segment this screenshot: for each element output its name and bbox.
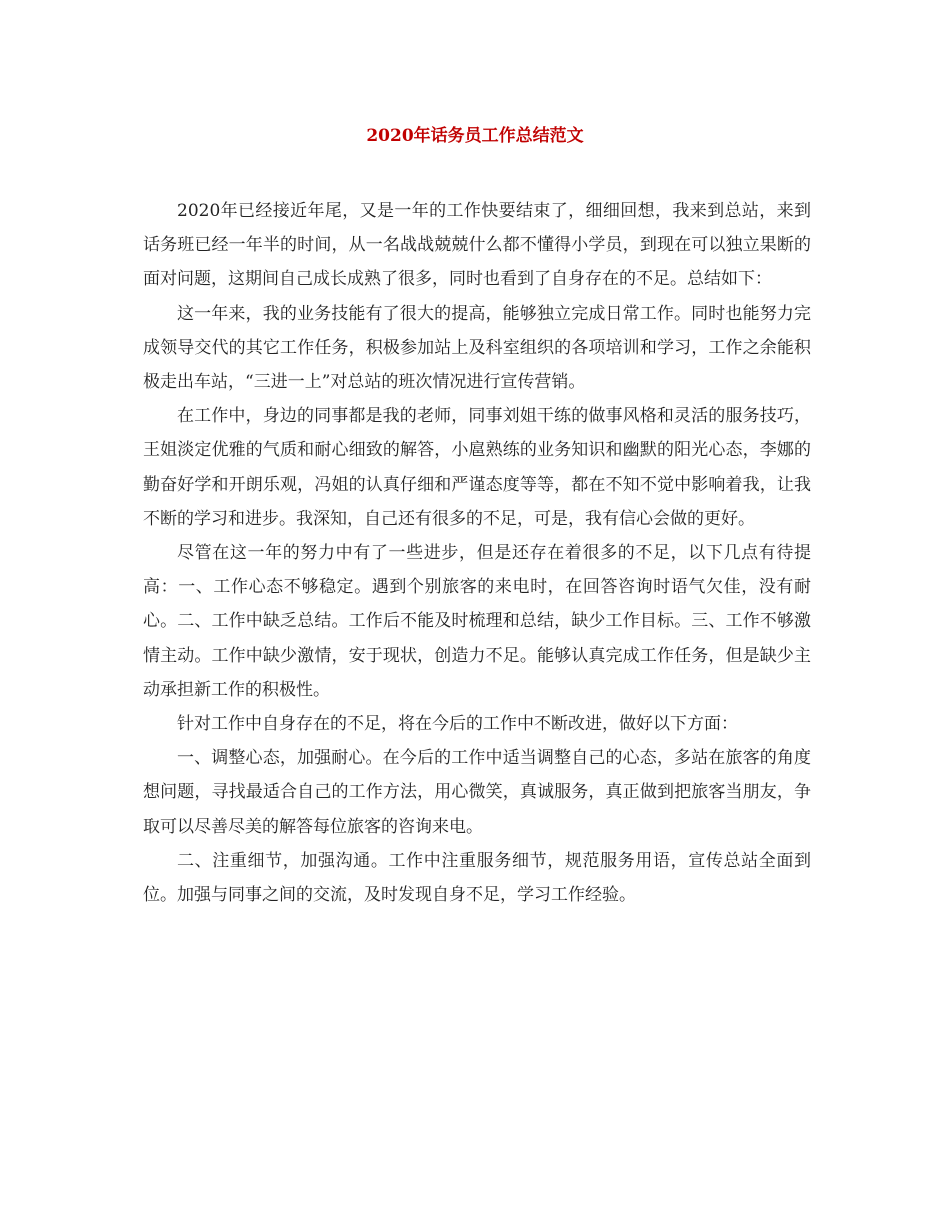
paragraph: 针对工作中自身存在的不足，将在今后的工作中不断改进，做好以下方面： (177, 714, 738, 735)
paragraph: 2020年已经接近年尾，又是一年的工作快要结束了，细细回想，我来到总站，来到话务班已经一年半的时间，从一名战战兢兢什么都不懂得小学员，到现在可以独立果断的面对问题，这期间自己成长成熟了很多，同时也看到了自身存在的不足。总结如下： (143, 201, 811, 290)
document-body (143, 194, 811, 912)
paragraph: 一、调整心态，加强耐心。在今后的工作中适当调整自己的心态，多站在旅客的角度想问题，寻找最适合自己的工作方法，用心微笑，真诚服务，真正做到把旅客当朋友，争取可以尽善尽美的解答每位旅客的咨询来电。 (143, 748, 811, 837)
paragraph: 二、注重细节，加强沟通。工作中注重服务细节，规范服务用语，宣传总站全面到位。加强与同事之间的交流，及时发现自身不足，学习工作经验。 (143, 850, 811, 906)
paragraph: 在工作中，身边的同事都是我的老师，同事刘姐干练的做事风格和灵活的服务技巧，王姐淡定优雅的气质和耐心细致的解答，小扈熟练的业务知识和幽默的阳光心态，李娜的勤奋好学和开朗乐观，冯姐的认真仔细和严谨态度等等，都在不知不觉中影响着我，让我不断的学习和进步。我深知，自己还有很多的不足，可是，我有信心会做的更好。 (143, 406, 811, 529)
paragraph: 这一年来，我的业务技能有了很大的提高，能够独立完成日常工作。同时也能努力完成领导交代的其它工作任务，积极参加站上及科室组织的各项培训和学习，工作之余能积极走出车站，“三进一上”对总站的班次情况进行宣传营销。 (143, 303, 811, 393)
paragraph: 尽管在这一年的努力中有了一些进步，但是还存在着很多的不足，以下几点有待提高：一、工作心态不够稳定。遇到个别旅客的来电时，在回答咨询时语气欠佳，没有耐心。二、工作中缺乏总结。工作后不能及时梳理和总结，缺少工作目标。三、工作不够激情主动。工作中缺少激情，安于现状，创造力不足。能够认真完成工作任务，但是缺少主动承担新工作的积极性。 (143, 543, 811, 700)
document-title: 2020年话务员工作总结范文 (366, 126, 584, 146)
